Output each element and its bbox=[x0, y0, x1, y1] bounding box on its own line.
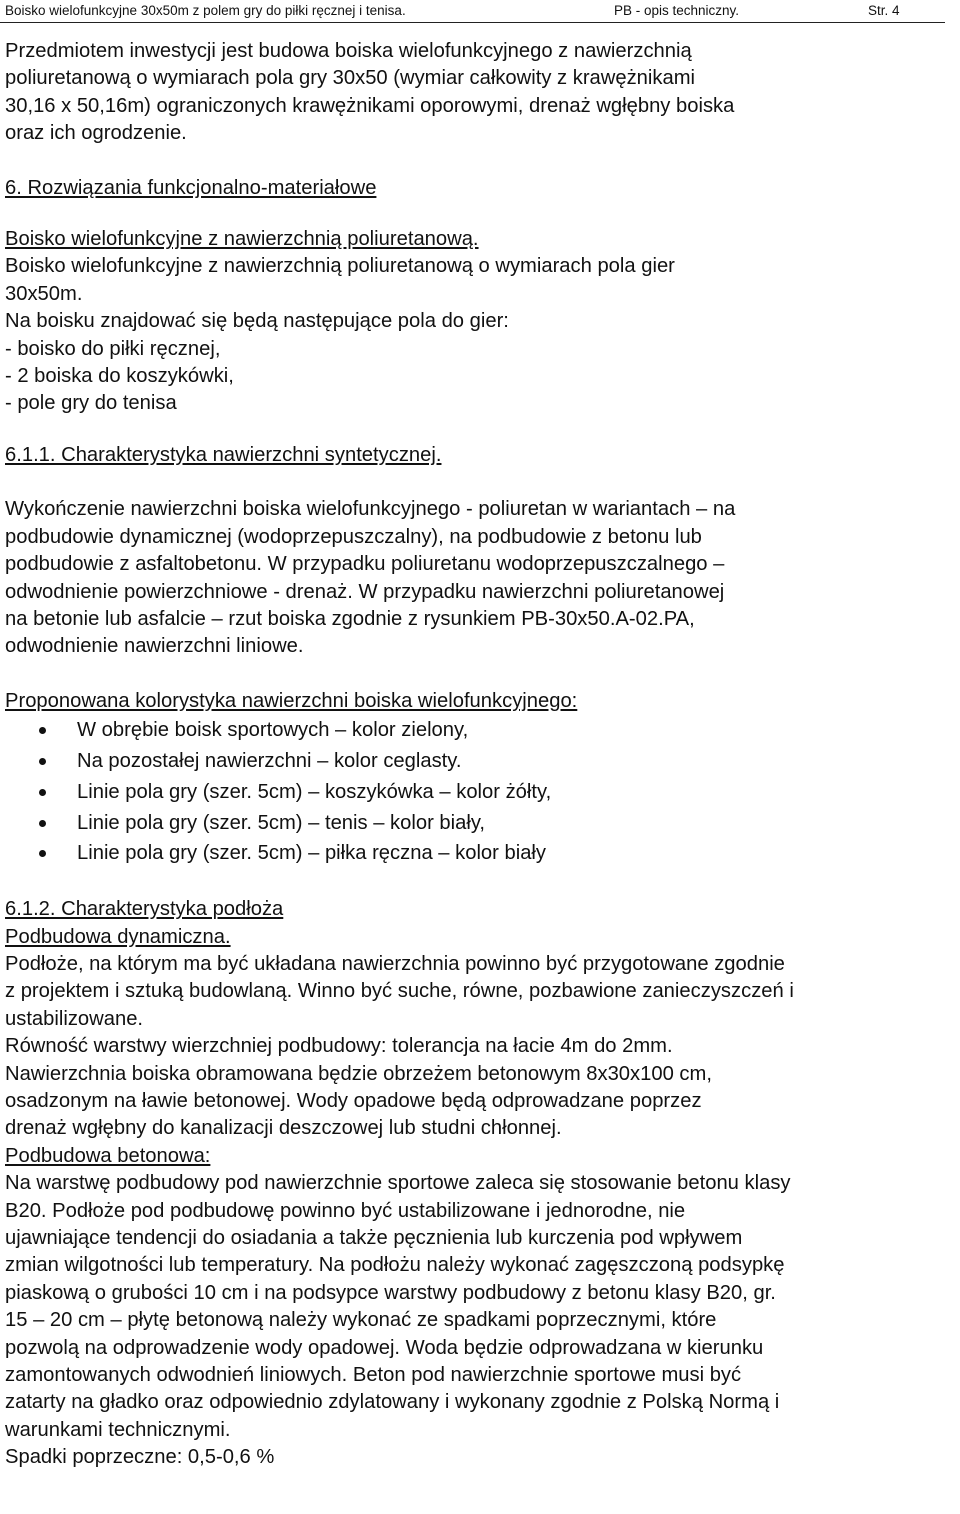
text-line: pozwolą na odprowadzenie wody opadowej. Woda będzie odprowadzana w kierunku bbox=[5, 1336, 764, 1359]
text-line: Spadki poprzeczne: 0,5-0,6 % bbox=[5, 1446, 275, 1469]
list-item bbox=[5, 777, 960, 808]
text-line: Podłoże, na którym ma być układana nawierzchnia powinno być przygotowane zgodnie bbox=[5, 952, 785, 975]
text-line: 30,16 x 50,16m) ograniczonych krawężnikami oporowymi, drenaż wgłębny boiska bbox=[5, 94, 735, 117]
text-line: zmian wilgotności lub temperatury. Na podłożu należy wykonać zagęszczoną podsypkę bbox=[5, 1254, 785, 1277]
section-6-heading: 6. Rozwiązania funkcjonalno-materiałowe bbox=[5, 176, 377, 199]
list-item bbox=[5, 838, 960, 869]
bullet-icon bbox=[39, 758, 46, 765]
color-scheme-heading: Proponowana kolorystyka nawierzchni boiska wielofunkcyjnego: bbox=[5, 689, 578, 712]
section-6-1-1-text bbox=[5, 496, 960, 660]
text-line: - pole gry do tenisa bbox=[5, 392, 177, 415]
text-line: drenaż wgłębny do kanalizacji deszczowej lub studni chłonnej. bbox=[5, 1117, 562, 1140]
text-line: poliuretanową o wymiarach pola gry 30x50 (wymiar całkowity z krawężnikami bbox=[5, 67, 696, 90]
text-line: odwodnienie nawierzchni liniowe. bbox=[5, 635, 304, 658]
section-6-1-2-heading: 6.1.2. Charakterystyka podłoża bbox=[5, 898, 284, 921]
dynamic-base-heading: Podbudowa dynamiczna. bbox=[5, 925, 231, 948]
text-line: 30x50m. bbox=[5, 282, 83, 305]
text-line: podbudowie z asfaltobetonu. W przypadku poliuretanu wodoprzepuszczalnego – bbox=[5, 553, 725, 576]
color-scheme-list bbox=[5, 715, 960, 869]
text-line: 15 – 20 cm – płytę betonową należy wykonać ze spadkami poprzecznymi, które bbox=[5, 1309, 717, 1332]
text-line: osadzonym na ławie betonowej. Wody opadowe będą odprowadzane poprzez bbox=[5, 1089, 702, 1112]
list-item-text: Linie pola gry (szer. 5cm) – tenis – kolor biały, bbox=[77, 811, 486, 834]
section-6-text bbox=[5, 253, 960, 417]
text-line: Boisko wielofunkcyjne z nawierzchnią poliuretanową o wymiarach pola gier bbox=[5, 255, 675, 278]
text-line: z projektem i sztuką budowlaną. Winno być suche, równe, pozbawione zanieczyszczeń i bbox=[5, 980, 794, 1003]
text-line: - boisko do piłki ręcznej, bbox=[5, 337, 221, 360]
text-line: Równość warstwy wierzchniej podbudowy: tolerancja na łacie 4m do 2mm. bbox=[5, 1035, 673, 1058]
text-line: zamontowanych odwodnień liniowych. Beton pod nawierzchnie sportowe musi być bbox=[5, 1364, 742, 1387]
text-line: warunkami technicznymi. bbox=[5, 1418, 231, 1441]
text-line: piaskową o grubości 10 cm i na podsypce warstwy podbudowy z betonu klasy B20, gr. bbox=[5, 1281, 776, 1304]
text-line: podbudowie dynamicznej (wodoprzepuszczalny), na podbudowie z betonu lub bbox=[5, 525, 702, 548]
text-line: B20. Podłoże pod podbudowę powinno być ustabilizowane i jednorodne, nie bbox=[5, 1199, 686, 1222]
text-line: Na boisku znajdować się będą następujące pola do gier: bbox=[5, 310, 509, 333]
list-item bbox=[5, 808, 960, 839]
list-item-text: Na pozostałej nawierzchni – kolor ceglasty. bbox=[77, 749, 462, 772]
document-body bbox=[5, 38, 960, 1472]
list-item bbox=[5, 746, 960, 777]
dynamic-base-text bbox=[5, 951, 960, 1143]
text-line: Na warstwę podbudowy pod nawierzchnie sportowe zaleca się stosowanie betonu klasy bbox=[5, 1172, 791, 1195]
bullet-icon bbox=[39, 820, 46, 827]
text-line: Nawierzchnia boiska obramowana będzie obrzeżem betonowym 8x30x100 cm, bbox=[5, 1062, 712, 1085]
bullet-icon bbox=[39, 727, 46, 734]
list-item bbox=[5, 715, 960, 746]
text-line: ustabilizowane. bbox=[5, 1007, 144, 1030]
bullet-icon bbox=[39, 850, 46, 857]
section-6-subheading: Boisko wielofunkcyjne z nawierzchnią poliuretanową. bbox=[5, 228, 479, 251]
text-line: na betonie lub asfalcie – rzut boiska zgodnie z rysunkiem PB-30x50.A-02.PA, bbox=[5, 607, 695, 630]
text-line: ujawniające tendencji do osiadania a także pęcznienia lub kurczenia pod wpływem bbox=[5, 1226, 743, 1249]
intro-paragraph bbox=[5, 38, 960, 148]
text-line: Przedmiotem inwestycji jest budowa boiska wielofunkcyjnego z nawierzchnią bbox=[5, 40, 692, 62]
text-line: Wykończenie nawierzchni boiska wielofunkcyjnego - poliuretan w wariantach – na bbox=[5, 498, 736, 521]
text-line: - 2 boiska do koszykówki, bbox=[5, 365, 234, 388]
text-line: odwodnienie powierzchniowe - drenaż. W przypadku nawierzchni poliuretanowej bbox=[5, 580, 725, 603]
text-line: zatarty na gładko oraz odpowiednio zdylatowany i wykonany zgodnie z Polską Normą i bbox=[5, 1391, 780, 1414]
header-page-number: Str. 4 bbox=[868, 3, 900, 18]
list-item-text: Linie pola gry (szer. 5cm) – piłka ręczna – kolor biały bbox=[77, 842, 547, 865]
text-line: oraz ich ogrodzenie. bbox=[5, 122, 187, 145]
header-section-label: PB - opis techniczny. bbox=[614, 3, 740, 18]
list-item-text: W obrębie boisk sportowych – kolor zielony, bbox=[77, 719, 469, 742]
concrete-base-text bbox=[5, 1170, 960, 1471]
page-header bbox=[0, 0, 945, 23]
list-item-text: Linie pola gry (szer. 5cm) – koszykówka – kolor żółty, bbox=[77, 780, 552, 803]
header-document-title: Boisko wielofunkcyjne 30x50m z polem gry do piłki ręcznej i tenisa. bbox=[5, 3, 406, 18]
concrete-base-heading: Podbudowa betonowa: bbox=[5, 1144, 211, 1167]
section-6-1-1-heading: 6.1.1. Charakterystyka nawierzchni syntetycznej. bbox=[5, 443, 442, 466]
bullet-icon bbox=[39, 789, 46, 796]
